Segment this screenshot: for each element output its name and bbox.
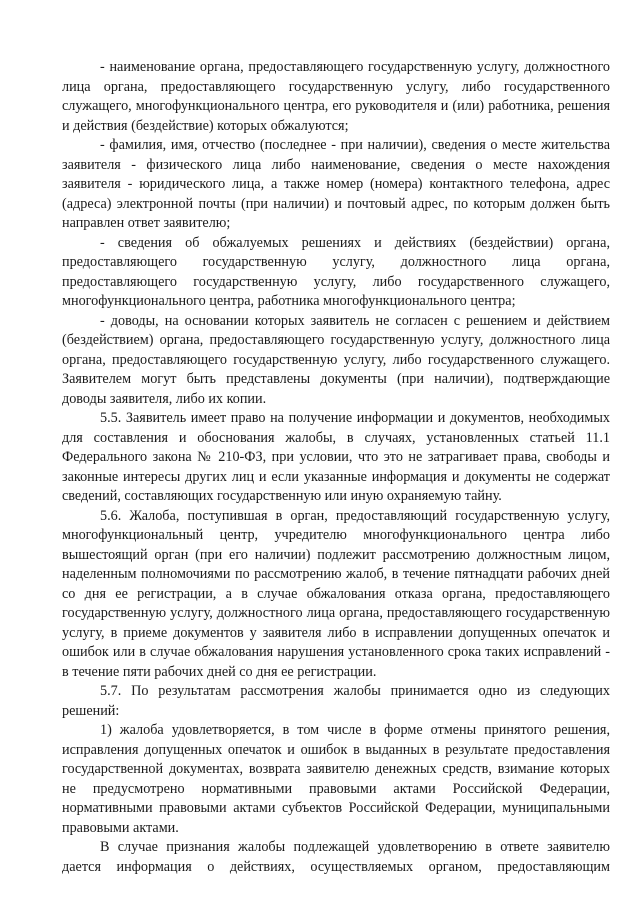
paragraph-4: - доводы, на основании которых заявитель не согласен с решением и действием (бездействием) органа, предоставляющего государственную услугу, должностного лица органа, предоставляющего государственную услугу, либо государственного служащего. Заявителем могут быть представлены документы (при наличии), подтверждающие доводы заявителя, либо их копии. [62,312,610,407]
paragraph-5-7: 5.7. По результатам рассмотрения жалобы принимается одно из следующих решений: [62,683,610,719]
paragraph-5-5: 5.5. Заявитель имеет право на получение информации и документов, необходимых для составления и обоснования жалобы, в случаях, установленных статьей 11.1 Федерального закона № 210-ФЗ, при условии, что это не затрагивает права, свободы и законные интересы других лиц и если указанные информация и документы не содержат сведений, составляющих государственную или иную охраняемую тайну. [62,410,610,504]
paragraph-1: - наименование органа, предоставляющего государственную услугу, должностного лица органа, предоставляющего государственную услугу, либо государственного служащего, многофункционального центра, его руководителя и (или) работника, решения и действия (бездействие) которых обжалуются; [62,59,610,134]
paragraph-3: - сведения об обжалуемых решениях и действиях (бездействии) органа, предоставляющего государственную услугу, должностного лица органа, предоставляющего государственную услугу, либо государственного служащего, многофункционального центра, работника многофункционального центра; [62,234,610,309]
paragraph-2: - фамилия, имя, отчество (последнее - при наличии), сведения о месте жительства заявителя - физического лица либо наименование, сведения о месте нахождения заявителя - юридического лица, а также номер (номера) контактного телефона, адрес (адреса) электронной почты (при наличии) и почтовый адрес, по которым должен быть направлен ответ заявителю; [62,137,610,231]
document-page [62,58,610,877]
paragraph-5-6: 5.6. Жалоба, поступившая в орган, предоставляющий государственную услугу, многофункциональный центр, учредителю многофункционального центра либо вышестоящий орган (при его наличии) подлежит рассмотрению должностным лицом, наделенным полномочиями по рассмотрению жалоб, в течение пятнадцати рабочих дней со дня ее регистрации, а в случае обжалования отказа органа, предоставляющего государственную услугу, должностного лица органа, предоставляющего государственную услугу, в приеме документов у заявителя либо в исправлении допущенных опечаток и ошибок или в случае обжалования нарушения установленного срока таких исправлений - в течение пяти рабочих дней со дня ее регистрации. [62,507,610,680]
paragraph-final: В случае признания жалобы подлежащей удовлетворению в ответе заявителю дается информация о действиях, осуществляемых органом, предоставляющим [62,839,610,875]
paragraph-5-7-1: 1) жалоба удовлетворяется, в том числе в форме отмены принятого решения, исправления допущенных опечаток и ошибок в выданных в результате предоставления государственной документах, возврата заявителю денежных средств, взимание которых не предусмотрено нормативными правовыми актами Российской Федерации, нормативными правовыми актами субъектов Российской Федерации, муниципальными правовыми актами. [62,722,610,836]
